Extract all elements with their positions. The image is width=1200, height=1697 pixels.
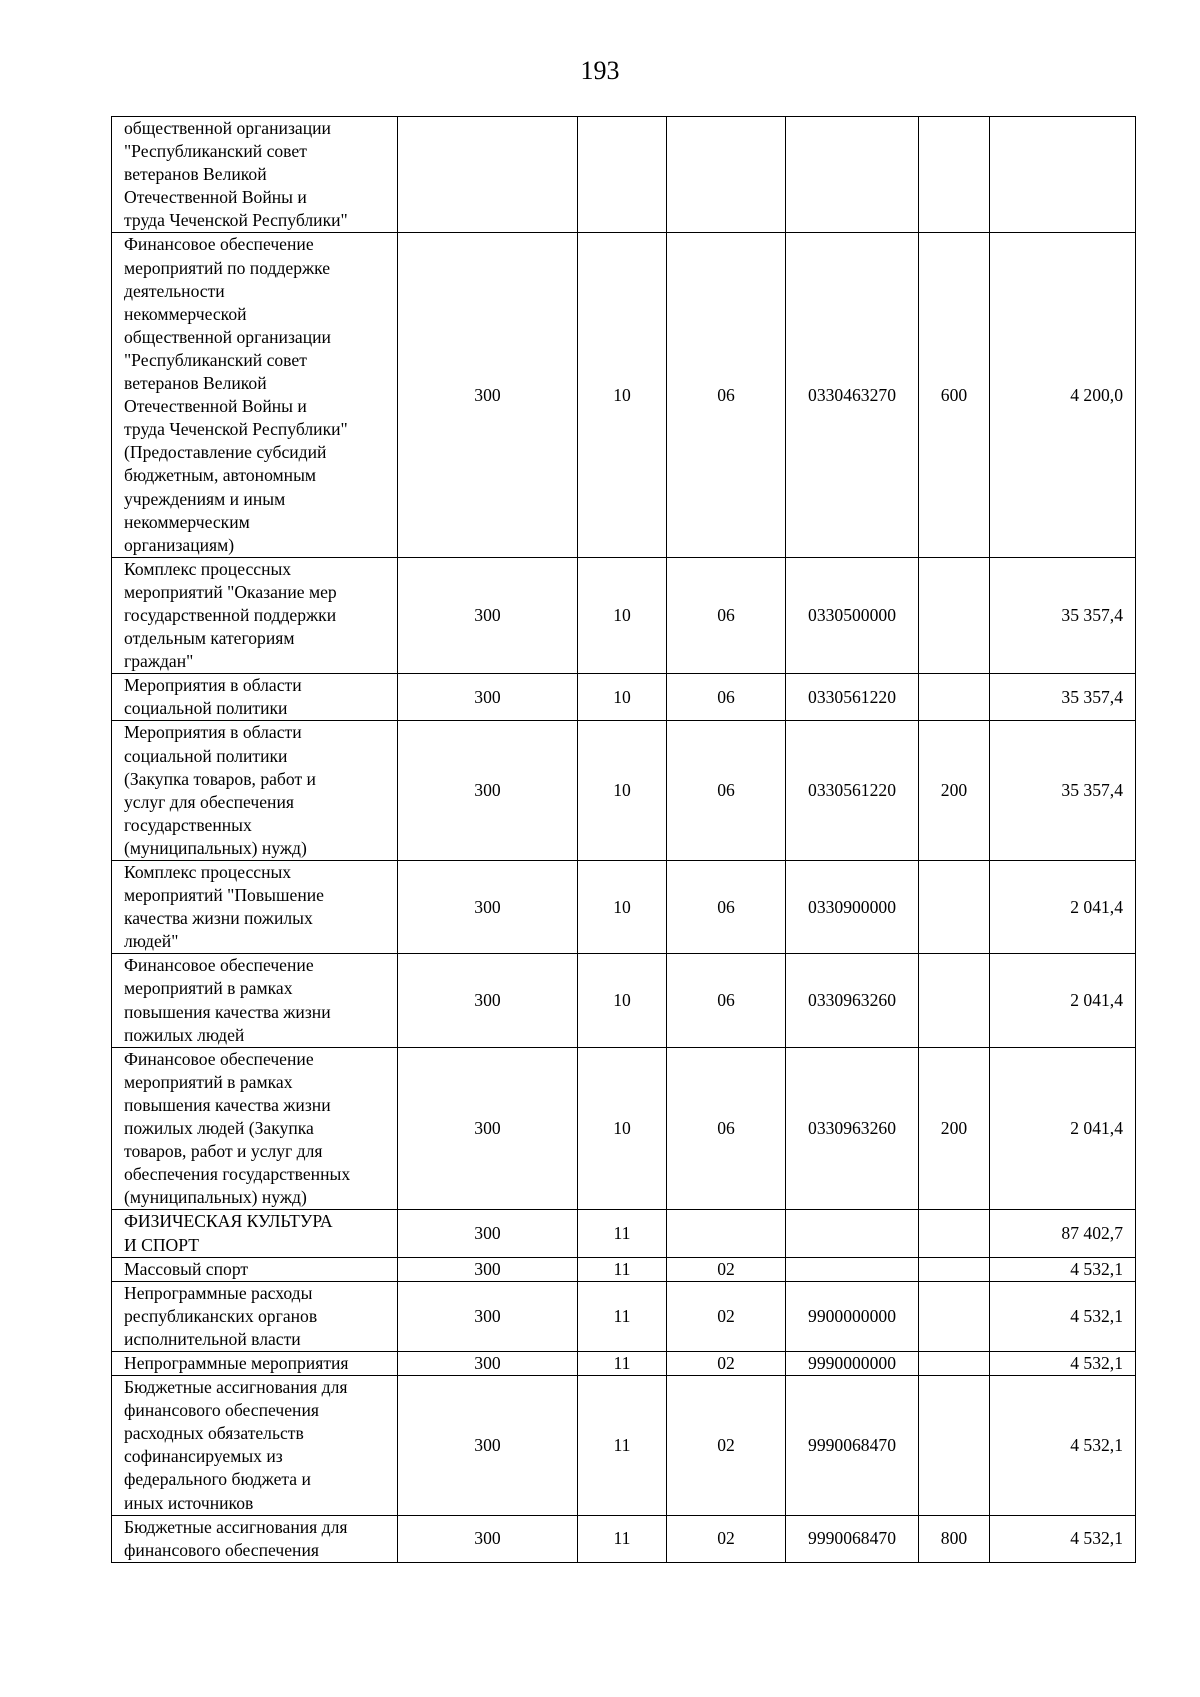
- item-name-line: товаров, работ и услуг для: [124, 1141, 323, 1162]
- ministry-code-cell: 300: [398, 1351, 578, 1375]
- table-row: [112, 1281, 1136, 1351]
- item-name-line: ветеранов Великой: [124, 164, 267, 185]
- item-name-line: Непрограммные мероприятия: [124, 1352, 349, 1373]
- item-name-cell: [112, 674, 398, 721]
- ministry-code-cell: 300: [398, 1515, 578, 1562]
- item-name-line: Комплекс процессных: [124, 862, 292, 882]
- page-number: 193: [580, 56, 620, 85]
- item-name-line: исполнительной власти: [124, 1328, 301, 1349]
- section-code-cell: 11: [578, 1376, 667, 1516]
- item-name-cell: [112, 557, 398, 673]
- item-name-line: финансового обеспечения: [124, 1539, 319, 1560]
- amount-cell: 35 357,4: [990, 674, 1136, 721]
- item-name-line: Комплекс процессных: [124, 558, 292, 579]
- target-article-cell: 0330561220: [786, 674, 919, 721]
- subsection-code-cell: 06: [667, 1047, 786, 1210]
- item-name-line: финансового обеспечения: [124, 1400, 319, 1421]
- table-row: [112, 721, 1136, 861]
- item-name-line: государственной поддержки: [124, 604, 337, 625]
- expense-type-cell: 600: [919, 233, 990, 557]
- ministry-code-cell: 300: [398, 674, 578, 721]
- subsection-code-cell: 06: [667, 954, 786, 1047]
- target-article-cell: 0330500000: [786, 557, 919, 673]
- item-name-line: отдельным категориям: [124, 628, 295, 649]
- amount-cell: 35 357,4: [990, 557, 1136, 673]
- ministry-code-cell: 300: [398, 1047, 578, 1210]
- item-name-line: мероприятий в рамках: [124, 1071, 293, 1092]
- table-row: [112, 1351, 1136, 1375]
- item-name-line: Финансовое обеспечение: [124, 234, 314, 255]
- expense-type-cell: 800: [919, 1515, 990, 1562]
- item-name-line: федерального бюджета и: [124, 1469, 311, 1490]
- target-article-cell: 9990068470: [786, 1515, 919, 1562]
- amount-cell: 4 532,1: [990, 1257, 1136, 1281]
- item-name-line: учреждениям и иным: [124, 488, 286, 509]
- section-code-cell: 11: [578, 1351, 667, 1375]
- item-name-line: Бюджетные ассигнования для: [124, 1516, 348, 1537]
- amount-cell: 4 532,1: [990, 1281, 1136, 1351]
- subsection-code-cell: 02: [667, 1376, 786, 1516]
- table-row: [112, 1376, 1136, 1516]
- item-name-cell: [112, 1047, 398, 1210]
- target-article-cell: 0330963260: [786, 954, 919, 1047]
- item-name-line: Бюджетные ассигнования для: [124, 1377, 348, 1398]
- subsection-code-cell: 06: [667, 674, 786, 721]
- item-name-line: мероприятий в рамках: [124, 978, 293, 999]
- subsection-code-cell: 06: [667, 233, 786, 557]
- item-name-cell: [112, 1515, 398, 1562]
- ministry-code-cell: 300: [398, 954, 578, 1047]
- item-name-line: качества жизни пожилых: [124, 908, 313, 929]
- item-name-line: общественной организации: [124, 118, 331, 138]
- item-name-line: иных источников: [124, 1492, 254, 1513]
- ministry-code-cell: 300: [398, 1210, 578, 1257]
- item-name-cell: [112, 721, 398, 861]
- ministry-code-cell: 300: [398, 1281, 578, 1351]
- item-name-line: Финансовое обеспечение: [124, 1048, 314, 1069]
- target-article-cell: 0330963260: [786, 1047, 919, 1210]
- table-row: [112, 1515, 1136, 1562]
- item-name-line: (муниципальных) нужд): [124, 1187, 307, 1208]
- target-article-cell: [786, 1210, 919, 1257]
- section-code-cell: 11: [578, 1257, 667, 1281]
- ministry-code-cell: 300: [398, 233, 578, 557]
- item-name-line: Мероприятия в области: [124, 675, 302, 696]
- expense-type-cell: [919, 557, 990, 673]
- amount-cell: 87 402,7: [990, 1210, 1136, 1257]
- subsection-code-cell: 02: [667, 1351, 786, 1375]
- item-name-line: общественной организации: [124, 326, 331, 347]
- table-row: [112, 861, 1136, 954]
- amount-cell: 2 041,4: [990, 1047, 1136, 1210]
- section-code-cell: 10: [578, 1047, 667, 1210]
- item-name-line: Отечественной Войны и: [124, 396, 307, 417]
- item-name-line: пожилых людей (Закупка: [124, 1118, 314, 1139]
- amount-cell: 35 357,4: [990, 721, 1136, 861]
- amount-cell: 2 041,4: [990, 861, 1136, 954]
- item-name-line: (Закупка товаров, работ и: [124, 768, 316, 789]
- section-code-cell: 11: [578, 1515, 667, 1562]
- expense-type-cell: [919, 861, 990, 954]
- item-name-line: деятельности: [124, 280, 225, 301]
- target-article-cell: 9990068470: [786, 1376, 919, 1516]
- subsection-code-cell: 02: [667, 1515, 786, 1562]
- item-name-cell: [112, 1257, 398, 1281]
- section-code-cell: 10: [578, 861, 667, 954]
- table-row: [112, 117, 1136, 233]
- expense-type-cell: [919, 954, 990, 1047]
- item-name-line: Финансовое обеспечение: [124, 955, 314, 976]
- item-name-cell: [112, 1351, 398, 1375]
- table-body: [112, 117, 1136, 1563]
- expense-type-cell: [919, 117, 990, 233]
- budget-table: [111, 116, 1136, 1563]
- subsection-code-cell: 02: [667, 1257, 786, 1281]
- item-name-line: Отечественной Войны и: [124, 187, 307, 208]
- amount-cell: 2 041,4: [990, 954, 1136, 1047]
- amount-cell: 4 532,1: [990, 1515, 1136, 1562]
- target-article-cell: 9990000000: [786, 1351, 919, 1375]
- section-code-cell: [578, 117, 667, 233]
- item-name-line: мероприятий "Оказание мер: [124, 581, 337, 602]
- item-name-line: некоммерческим: [124, 511, 250, 532]
- expense-type-cell: [919, 674, 990, 721]
- item-name-line: мероприятий "Повышение: [124, 885, 324, 906]
- item-name-line: пожилых людей: [124, 1024, 245, 1045]
- section-code-cell: 10: [578, 721, 667, 861]
- item-name-line: обеспечения государственных: [124, 1164, 351, 1185]
- ministry-code-cell: 300: [398, 721, 578, 861]
- table-row: [112, 557, 1136, 673]
- target-article-cell: 9900000000: [786, 1281, 919, 1351]
- expense-type-cell: [919, 1281, 990, 1351]
- table-row: [112, 954, 1136, 1047]
- item-name-line: организациям): [124, 534, 235, 555]
- item-name-line: некоммерческой: [124, 303, 247, 324]
- item-name-line: "Республиканский совет: [124, 349, 307, 370]
- ministry-code-cell: [398, 117, 578, 233]
- ministry-code-cell: 300: [398, 1257, 578, 1281]
- item-name-line: Непрограммные расходы: [124, 1282, 313, 1303]
- section-code-cell: 11: [578, 1210, 667, 1257]
- target-article-cell: 0330900000: [786, 861, 919, 954]
- item-name-line: софинансируемых из: [124, 1446, 283, 1467]
- section-code-cell: 10: [578, 557, 667, 673]
- subsection-code-cell: 06: [667, 557, 786, 673]
- ministry-code-cell: 300: [398, 861, 578, 954]
- item-name-line: повышения качества жизни: [124, 1094, 331, 1115]
- expense-type-cell: [919, 1210, 990, 1257]
- item-name-line: ветеранов Великой: [124, 373, 267, 394]
- subsection-code-cell: [667, 1210, 786, 1257]
- item-name-line: государственных: [124, 814, 252, 835]
- item-name-cell: [112, 954, 398, 1047]
- item-name-line: ФИЗИЧЕСКАЯ КУЛЬТУРА: [124, 1211, 333, 1232]
- section-code-cell: 11: [578, 1281, 667, 1351]
- item-name-line: республиканских органов: [124, 1305, 318, 1326]
- table-row: [112, 1210, 1136, 1257]
- item-name-line: (Предоставление субсидий: [124, 442, 327, 463]
- item-name-line: И СПОРТ: [124, 1234, 199, 1255]
- item-name-cell: [112, 233, 398, 557]
- table-row: [112, 674, 1136, 721]
- amount-cell: 4 532,1: [990, 1351, 1136, 1375]
- item-name-line: социальной политики: [124, 698, 288, 719]
- item-name-cell: [112, 1281, 398, 1351]
- target-article-cell: [786, 117, 919, 233]
- item-name-line: бюджетным, автономным: [124, 465, 317, 486]
- item-name-line: Массовый спорт: [124, 1258, 249, 1279]
- item-name-cell: [112, 861, 398, 954]
- item-name-line: труда Чеченской Республики": [124, 419, 348, 440]
- item-name-line: людей": [124, 931, 179, 952]
- table-row: [112, 233, 1136, 557]
- subsection-code-cell: [667, 117, 786, 233]
- expense-type-cell: [919, 1351, 990, 1375]
- target-article-cell: 0330561220: [786, 721, 919, 861]
- table-row: [112, 1047, 1136, 1210]
- expense-type-cell: [919, 1257, 990, 1281]
- item-name-cell: [112, 117, 398, 233]
- item-name-line: (муниципальных) нужд): [124, 837, 307, 858]
- item-name-line: услуг для обеспечения: [124, 791, 294, 812]
- ministry-code-cell: 300: [398, 1376, 578, 1516]
- amount-cell: 4 200,0: [990, 233, 1136, 557]
- item-name-line: "Республиканский совет: [124, 141, 307, 162]
- item-name-cell: [112, 1376, 398, 1516]
- item-name-line: повышения качества жизни: [124, 1001, 331, 1022]
- item-name-line: Мероприятия в области: [124, 722, 302, 743]
- amount-cell: [990, 117, 1136, 233]
- item-name-line: труда Чеченской Республики": [124, 210, 348, 231]
- expense-type-cell: 200: [919, 721, 990, 861]
- item-name-cell: [112, 1210, 398, 1257]
- expense-type-cell: [919, 1376, 990, 1516]
- target-article-cell: 0330463270: [786, 233, 919, 557]
- ministry-code-cell: 300: [398, 557, 578, 673]
- subsection-code-cell: 06: [667, 721, 786, 861]
- section-code-cell: 10: [578, 233, 667, 557]
- expense-type-cell: 200: [919, 1047, 990, 1210]
- target-article-cell: [786, 1257, 919, 1281]
- item-name-line: мероприятий по поддержке: [124, 257, 331, 278]
- table-row: [112, 1257, 1136, 1281]
- subsection-code-cell: 06: [667, 861, 786, 954]
- amount-cell: 4 532,1: [990, 1376, 1136, 1516]
- subsection-code-cell: 02: [667, 1281, 786, 1351]
- section-code-cell: 10: [578, 674, 667, 721]
- item-name-line: расходных обязательств: [124, 1423, 304, 1444]
- section-code-cell: 10: [578, 954, 667, 1047]
- item-name-line: социальной политики: [124, 745, 288, 766]
- item-name-line: граждан": [124, 651, 194, 672]
